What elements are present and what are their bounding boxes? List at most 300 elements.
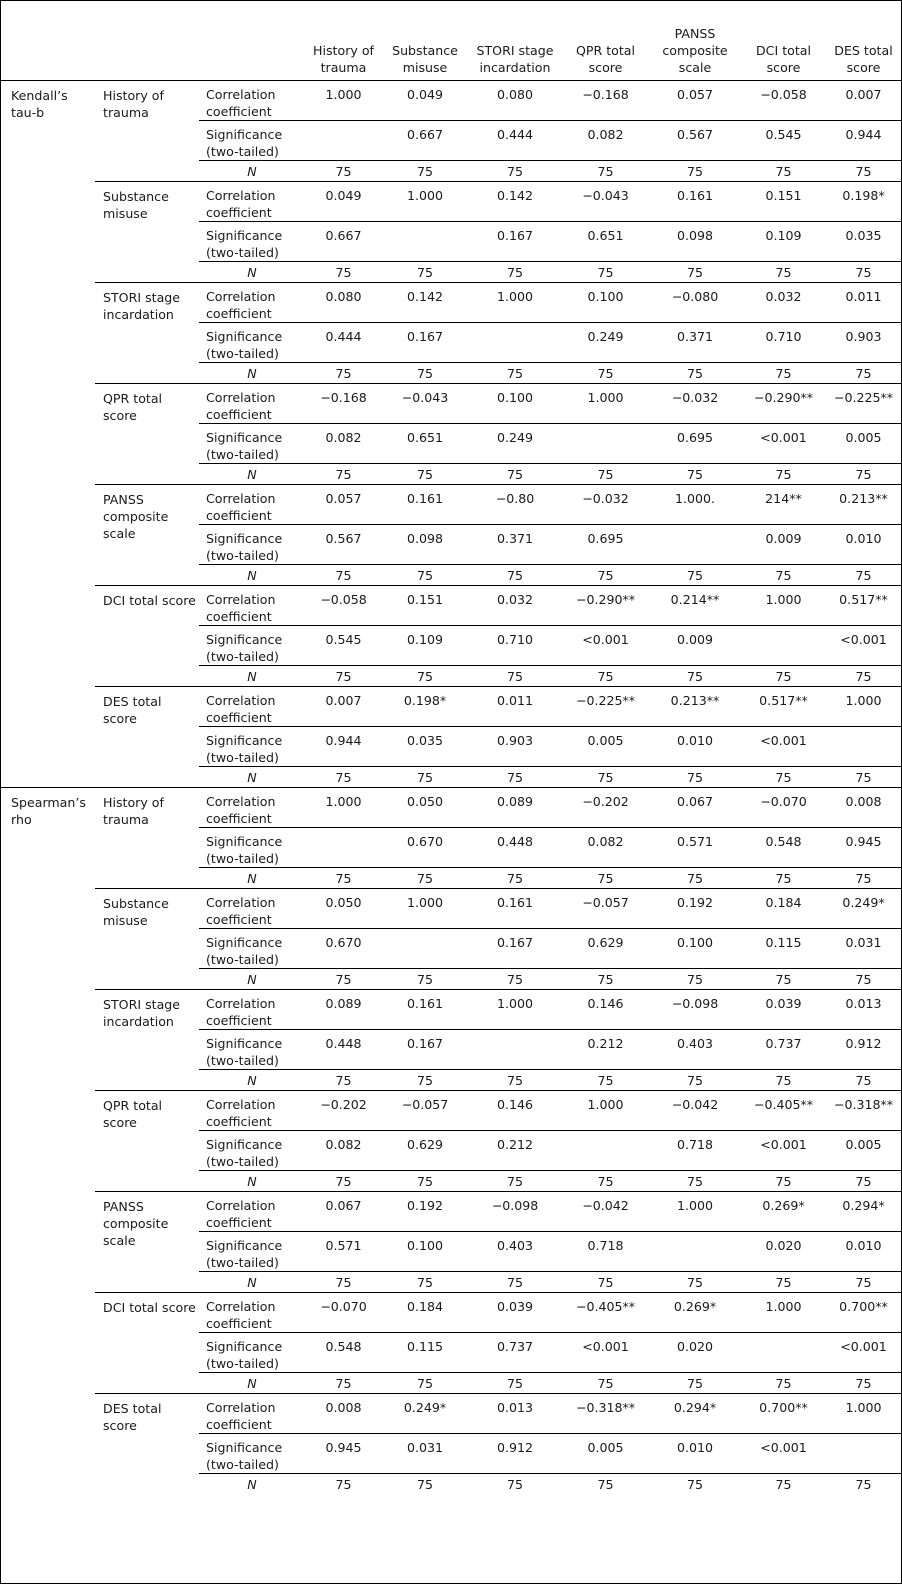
table-cell: 0.903 [826,322,901,362]
table-cell: 0.371 [649,322,741,362]
table-cell: 75 [305,1170,382,1191]
table-cell: −0.80 [468,484,562,524]
table-cell: 0.198* [826,181,901,221]
statistic-label: Correlation coefficient [199,1090,305,1130]
table-cell: 75 [305,1372,382,1393]
table-cell: 0.098 [649,221,741,261]
variable-label: PANSS composite scale [95,1191,199,1292]
table-cell: 0.184 [741,888,826,928]
table-cell [468,1029,562,1069]
table-cell: <0.001 [741,423,826,463]
table-cell: −0.168 [305,383,382,423]
table-cell: 0.057 [676,86,714,102]
statistic-label: Correlation coefficient [199,484,305,524]
table-cell: 0.517** [741,686,826,726]
table-cell: −0.058 [760,86,807,102]
table-cell: 0.100 [468,383,562,423]
table-cell [562,423,649,463]
table-row [1,282,901,322]
statistic-label: Significance (two-tailed) [199,1130,305,1170]
table-cell: 75 [741,362,826,383]
variable-label: Substance misuse [95,888,199,989]
statistic-label: Correlation coefficient [199,1292,305,1332]
statistic-label: N [199,564,305,585]
table-cell: 0.032 [468,585,562,625]
table-cell: 75 [649,867,741,888]
variable-label: DCI total score [95,1292,199,1393]
table-cell: 75 [562,564,649,585]
statistic-label: N [199,1069,305,1090]
table-cell: 1.000 [562,383,649,423]
table-cell [649,524,741,564]
table-cell: 0.115 [741,928,826,968]
table-cell: 75 [305,362,382,383]
table-cell: 0.294* [649,1393,741,1433]
table-row [1,888,901,928]
column-header: Substance misuse [382,1,468,80]
statistic-label: Correlation coefficient [199,282,305,322]
table-cell: 1.000 [468,282,562,322]
table-cell: −0.032 [562,484,649,524]
table-cell: 0.444 [305,322,382,362]
table-cell: 0.031 [826,928,901,968]
table-cell: 75 [305,160,382,181]
table-row [1,1393,901,1433]
table-cell: 0.567 [305,524,382,564]
table-cell: 0.151 [741,181,826,221]
table-cell: −0.318** [562,1393,649,1433]
table-cell: 0.192 [382,1191,468,1231]
table-cell: 75 [468,362,562,383]
table-cell: 75 [741,261,826,282]
table-cell: 0.100 [562,282,649,322]
table-cell: 75 [305,261,382,282]
table-cell: <0.001 [826,1332,901,1372]
statistic-label: N [199,968,305,989]
table-row [1,484,901,524]
statistic-label: Correlation coefficient [199,787,305,827]
variable-label: STORI stage incardation [95,989,199,1090]
table-cell: 0.005 [562,726,649,766]
header-blank-statistic [199,1,305,80]
table-cell: 75 [826,463,901,484]
table-cell: 75 [305,766,382,787]
table-cell: 0.403 [468,1231,562,1271]
table-cell: 75 [741,1372,826,1393]
table-cell: 0.944 [305,726,382,766]
table-cell: 0.945 [305,1433,382,1473]
table-cell: 0.167 [468,928,562,968]
table-cell: 0.718 [649,1130,741,1170]
table-cell: 75 [468,1170,562,1191]
table-cell: 75 [562,766,649,787]
table-cell: 0.545 [305,625,382,665]
table-row [1,787,901,827]
table-cell: 75 [382,564,468,585]
table-cell: 0.082 [305,423,382,463]
table-cell: 0.082 [562,827,649,867]
table-cell: 75 [382,1271,468,1292]
table-cell: 0.011 [468,686,562,726]
table-cell: −0.042 [649,1090,741,1130]
table-cell: 0.517** [826,585,901,625]
table-cell: 0.100 [382,1231,468,1271]
table-cell: 75 [562,160,649,181]
variable-label: History of trauma [103,87,164,120]
table-cell: 0.912 [826,1029,901,1069]
table-cell: 75 [741,160,826,181]
table-cell [741,1332,826,1372]
table-cell: 0.212 [468,1130,562,1170]
table-cell: 75 [741,1473,826,1494]
table-cell: 75 [468,968,562,989]
table-cell: −0.290** [741,383,826,423]
table-cell: 0.050 [305,888,382,928]
table-cell: 0.005 [562,1433,649,1473]
table-cell: 1.000 [826,1393,901,1433]
table-cell [826,1433,901,1473]
header-blank-method [1,1,95,80]
table-cell: 0.700** [741,1393,826,1433]
table-cell: 0.067 [649,787,741,827]
table-cell: 0.146 [562,989,649,1029]
table-cell: 0.651 [562,221,649,261]
statistic-label: N [199,766,305,787]
table-cell: 0.035 [382,726,468,766]
table-cell: 75 [741,1170,826,1191]
column-header: STORI stage incardation [468,1,562,80]
statistic-label: Correlation coefficient [199,181,305,221]
table-body [1,80,901,1494]
statistic-label: Significance (two-tailed) [199,322,305,362]
table-cell: 0.737 [741,1029,826,1069]
table-cell: 0.005 [826,1130,901,1170]
statistic-label: Significance (two-tailed) [199,827,305,867]
table-cell: 75 [468,1271,562,1292]
table-cell: 0.912 [468,1433,562,1473]
table-cell: 0.249* [382,1393,468,1433]
table-cell: 0.944 [826,120,901,160]
table-cell: 0.161 [382,484,468,524]
table-cell: 0.089 [305,989,382,1029]
table-cell: <0.001 [741,1130,826,1170]
table-row [1,1090,901,1130]
table-cell: 75 [305,1069,382,1090]
table-cell: 0.629 [382,1130,468,1170]
table-cell: 75 [382,665,468,686]
variable-label: DES total score [95,1393,199,1494]
table-cell: 75 [826,766,901,787]
table-cell: −0.225** [562,686,649,726]
table-cell: 214** [741,484,826,524]
table-cell: 75 [382,766,468,787]
table-row [1,989,901,1029]
table-cell: 0.057 [305,484,382,524]
table-cell: 75 [305,867,382,888]
table-cell: 0.049 [406,86,444,102]
table-cell [562,1130,649,1170]
table-cell: 0.161 [468,888,562,928]
table-cell: 1.000 [741,1292,826,1332]
table-cell: 0.011 [826,282,901,322]
table-cell: 0.008 [826,787,901,827]
statistic-label: Significance (two-tailed) [199,625,305,665]
table-cell: 0.010 [649,726,741,766]
table-cell: <0.001 [562,1332,649,1372]
table-cell: 0.695 [562,524,649,564]
table-cell: −0.058 [305,585,382,625]
table-cell: 75 [741,665,826,686]
table-cell: 75 [562,1170,649,1191]
table-cell: −0.318** [826,1090,901,1130]
statistic-label: N [199,160,305,181]
table-cell [649,1231,741,1271]
table-row [1,585,901,625]
table-cell: 0.444 [468,120,562,160]
table-cell: 75 [382,1170,468,1191]
table-cell: 0.448 [468,827,562,867]
table-cell: 75 [468,1473,562,1494]
table-cell: 0.214** [649,585,741,625]
statistic-label: N [199,867,305,888]
statistic-label: Correlation coefficient [206,86,276,119]
table-cell: 75 [826,665,901,686]
table-cell: <0.001 [562,625,649,665]
table-cell: 0.249* [826,888,901,928]
table-cell: 75 [382,362,468,383]
table-cell: 75 [468,463,562,484]
table-cell: 0.035 [826,221,901,261]
table-cell: 0.009 [741,524,826,564]
table-cell: 75 [741,766,826,787]
statistic-label: N [199,1170,305,1191]
table-row [1,181,901,221]
table-cell: 0.667 [305,221,382,261]
variable-label: PANSS composite scale [95,484,199,585]
table-cell: 75 [826,564,901,585]
table-cell: 0.249 [468,423,562,463]
table-cell: 0.032 [741,282,826,322]
table-cell: 75 [382,160,468,181]
table-cell: 75 [826,160,901,181]
variable-label: QPR total score [95,1090,199,1191]
table-cell: 0.670 [305,928,382,968]
header-blank-variable [95,1,199,80]
table-cell: 0.249 [562,322,649,362]
table-cell: 0.670 [382,827,468,867]
table-cell: 75 [562,362,649,383]
table-cell: 75 [468,1372,562,1393]
statistic-label: Significance (two-tailed) [199,120,305,160]
table-cell: 1.000 [562,1090,649,1130]
table-cell: 75 [305,463,382,484]
table-cell: 1.000 [382,181,468,221]
table-cell: 1.000 [305,787,382,827]
table-cell [305,827,382,867]
table-cell: −0.080 [649,282,741,322]
table-cell: 0.269* [741,1191,826,1231]
table-cell: −0.405** [741,1090,826,1130]
table-cell: 75 [649,160,741,181]
table-cell: 75 [649,261,741,282]
statistic-label: Significance (two-tailed) [199,928,305,968]
table-cell [468,322,562,362]
table-cell: 0.010 [826,1231,901,1271]
table-cell: −0.290** [562,585,649,625]
statistic-label: Significance (two-tailed) [199,524,305,564]
header-row [1,1,901,80]
table-cell: <0.001 [741,1433,826,1473]
table-cell: 0.067 [305,1191,382,1231]
table-cell: 0.548 [741,827,826,867]
table-cell: 75 [649,1271,741,1292]
table-cell: −0.168 [582,86,629,102]
table-row [1,80,901,120]
statistic-label: Significance (two-tailed) [199,1433,305,1473]
table-cell: 75 [468,1069,562,1090]
table-cell: 0.571 [649,827,741,867]
table-cell: 0.212 [562,1029,649,1069]
table-cell: 75 [562,665,649,686]
table-cell: 0.710 [468,625,562,665]
statistic-label: N [199,362,305,383]
table-cell: 75 [649,1473,741,1494]
table-cell: −0.057 [562,888,649,928]
table-cell: 0.089 [468,787,562,827]
table-cell: 75 [562,463,649,484]
table-cell: 75 [741,1069,826,1090]
table-cell: 0.080 [305,282,382,322]
table-row [1,1292,901,1332]
table-cell: 0.082 [562,120,649,160]
table-cell: 0.269* [649,1292,741,1332]
statistic-label: Significance (two-tailed) [199,221,305,261]
table-cell: 75 [826,362,901,383]
table-cell [382,221,468,261]
table-cell: 0.109 [382,625,468,665]
table-cell: 75 [649,665,741,686]
table-cell: 75 [649,463,741,484]
table-cell: 0.213** [649,686,741,726]
table-cell: 0.710 [741,322,826,362]
table-cell: 0.651 [382,423,468,463]
table-cell: 0.050 [382,787,468,827]
variable-label: DES total score [95,686,199,787]
table-cell: 0.007 [305,686,382,726]
table-cell: 75 [826,1170,901,1191]
table-cell: 0.049 [305,181,382,221]
table-cell: 0.945 [826,827,901,867]
statistic-label: Significance (two-tailed) [199,1332,305,1372]
table-cell: −0.405** [562,1292,649,1332]
table-cell: 75 [826,968,901,989]
table-cell: 75 [305,968,382,989]
table-cell: 0.167 [382,1029,468,1069]
table-cell: 0.020 [649,1332,741,1372]
statistic-label: N [199,665,305,686]
table-cell: 0.198* [382,686,468,726]
table-cell: 0.629 [562,928,649,968]
table-cell: 0.737 [468,1332,562,1372]
table-cell: 0.903 [468,726,562,766]
table-cell: 0.403 [649,1029,741,1069]
statistic-label: N [199,1271,305,1292]
table-cell: 0.192 [649,888,741,928]
table-cell: 75 [826,1069,901,1090]
table-cell: 0.167 [468,221,562,261]
table-cell: 0.098 [382,524,468,564]
table-cell: 0.146 [468,1090,562,1130]
table-cell: 0.082 [305,1130,382,1170]
table-cell: 75 [468,160,562,181]
table-cell: 0.567 [649,120,741,160]
statistic-label: Significance (two-tailed) [199,1231,305,1271]
table-cell: <0.001 [741,726,826,766]
table-cell: 75 [562,1372,649,1393]
table-cell: 0.700** [826,1292,901,1332]
table-row [1,383,901,423]
statistic-label: Correlation coefficient [199,989,305,1029]
table-cell: 75 [649,1170,741,1191]
table-cell: 0.010 [649,1433,741,1473]
table-cell: 75 [649,362,741,383]
table-cell [382,928,468,968]
table-cell [741,625,826,665]
table-cell: 0.161 [649,181,741,221]
statistic-label: Significance (two-tailed) [199,423,305,463]
table-cell: 0.005 [826,423,901,463]
table-cell: 0.008 [305,1393,382,1433]
column-header: DES total score [826,1,901,80]
table-cell: 0.161 [382,989,468,1029]
table-cell: 0.080 [496,86,534,102]
table-cell: 75 [382,1069,468,1090]
table-cell: 75 [826,867,901,888]
table-cell: 75 [741,564,826,585]
table-cell: 75 [382,1372,468,1393]
table-row [1,686,901,726]
statistic-label: N [199,261,305,282]
column-header: History of trauma [305,1,382,80]
table-cell: 0.039 [741,989,826,1029]
statistic-label: Correlation coefficient [199,686,305,726]
table-cell: 0.151 [382,585,468,625]
table-row [1,1191,901,1231]
table-cell: 1.000 [468,989,562,1029]
table-cell: <0.001 [826,625,901,665]
table-cell: 0.548 [305,1332,382,1372]
table-cell: 75 [562,1069,649,1090]
statistic-label: Correlation coefficient [199,888,305,928]
table-cell: 0.142 [382,282,468,322]
table-cell: 1.000 [649,1191,741,1231]
table-cell: 75 [649,564,741,585]
table-cell: 0.142 [468,181,562,221]
table-cell: 75 [826,1372,901,1393]
table-cell: 0.009 [649,625,741,665]
table-cell: 0.039 [468,1292,562,1332]
column-header: PANSS composite scale [649,1,741,80]
column-header: QPR total score [562,1,649,80]
table-cell: 75 [468,766,562,787]
table-cell: −0.043 [562,181,649,221]
statistic-label: Correlation coefficient [199,585,305,625]
table-cell: 75 [649,766,741,787]
correlation-table [1,1,901,1494]
table-cell: 75 [382,968,468,989]
table-cell: −0.032 [649,383,741,423]
table-cell: 75 [826,1473,901,1494]
